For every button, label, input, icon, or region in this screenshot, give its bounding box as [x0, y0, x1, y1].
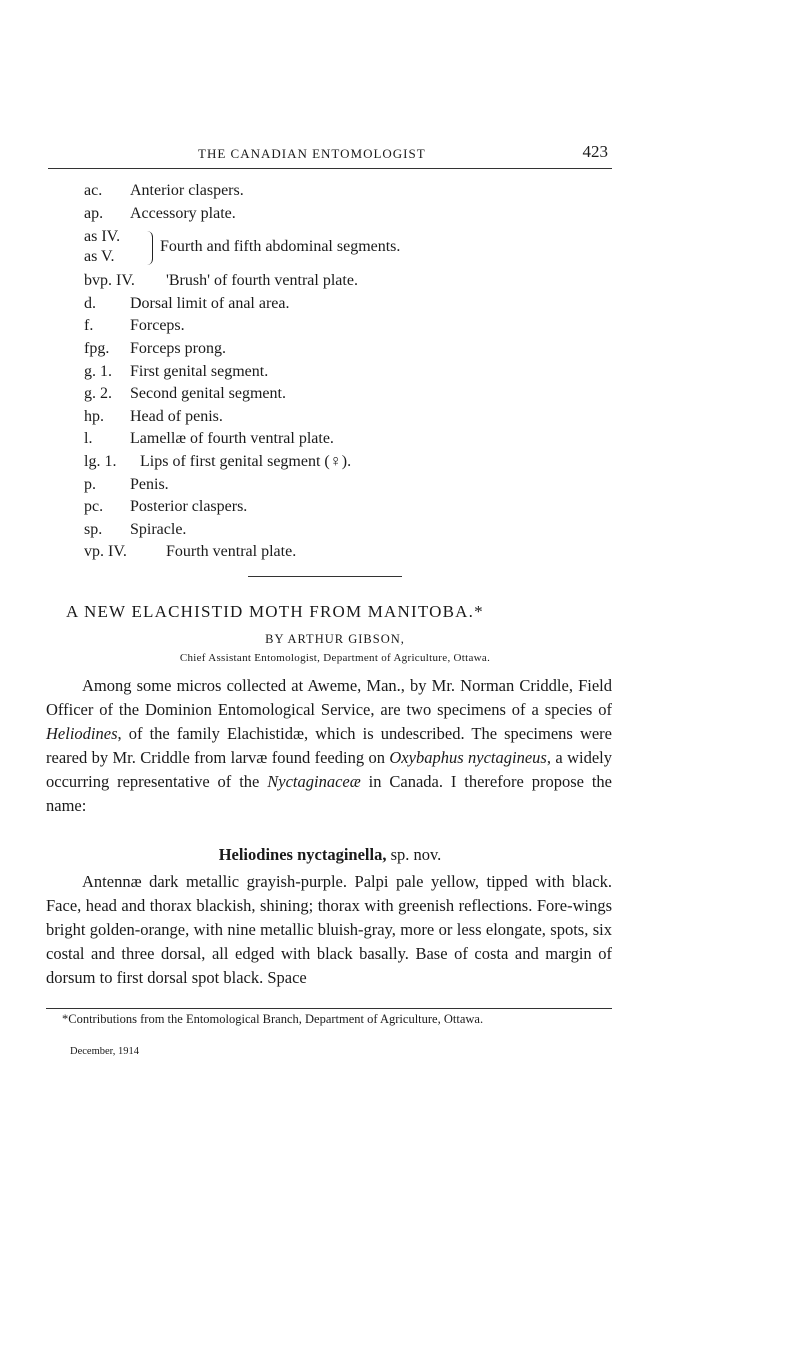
legend-abbr: ac. [84, 182, 103, 199]
legend-desc: Lips of first genital segment (♀). [140, 452, 352, 470]
brace-mark [146, 231, 153, 265]
species-suffix: sp. nov. [386, 845, 442, 864]
legend-desc: Dorsal limit of anal area. [130, 294, 290, 312]
legend-abbr: sp. [84, 520, 103, 538]
legend-desc: Penis. [130, 475, 169, 493]
footnote: *Contributions from the Entomological Branch, Department of Agriculture, Ottawa. [62, 1012, 484, 1026]
legend-item-pc [84, 496, 584, 519]
plant-family-name: Nyctaginaceæ [267, 772, 361, 791]
legend-item-p [84, 474, 584, 497]
species-name: Heliodines nyctaginella, [218, 845, 387, 864]
legend-desc: Lamellæ of fourth ventral plate. [130, 430, 334, 448]
legend-desc: Forceps prong. [130, 339, 226, 357]
legend-abbr: p. [84, 475, 96, 493]
legend-abbr: d. [84, 294, 96, 312]
legend-item-ac [84, 180, 584, 203]
legend-desc: Anterior claspers. [130, 182, 244, 199]
text-run: in Canada. I therefore propose the name: [46, 772, 612, 815]
legend-abbr: vp. IV. [84, 543, 127, 561]
page-number: 423 [582, 142, 608, 161]
legend-desc: Fourth and fifth abdominal segments. [160, 238, 401, 256]
text-run: , a widely occurring representative of the [46, 748, 612, 791]
legend-abbr: ap. [84, 204, 104, 222]
legend-abbr: bvp. IV. [84, 272, 135, 290]
intro-paragraph [46, 674, 612, 818]
legend-desc: 'Brush' of fourth ventral plate. [166, 272, 358, 290]
legend-item-l [84, 428, 584, 451]
legend-desc: Forceps. [130, 317, 185, 335]
legend-item-as [84, 225, 584, 270]
legend-desc: Second genital segment. [130, 385, 286, 403]
legend-desc: Accessory plate. [130, 204, 236, 222]
running-head [48, 142, 612, 164]
legend-abbr: l. [84, 430, 93, 448]
journal-title: THE CANADIAN ENTOMOLOGIST [198, 146, 426, 161]
legend-item-g1 [84, 361, 584, 384]
text-run: Among some micros collected at Aweme, Man., by Mr. Norman Criddle, Field Officer of the Dominion Entomological Service, are two specimens of a species of [46, 676, 612, 719]
legend-item-g2 [84, 383, 584, 406]
legend-abbr: pc. [84, 498, 104, 516]
figure-legend [84, 180, 584, 564]
text-run: , of the family Elachistidæ, which is undescribed. The specimens were reared by Mr. Criddle from larvæ found feeding on [46, 724, 612, 767]
legend-abbr: lg. 1. [84, 452, 117, 470]
legend-item-bvp [84, 270, 584, 293]
legend-item-fpg [84, 338, 584, 361]
description-paragraph: Antennæ dark metallic grayish-purple. Palpi pale yellow, tipped with black. Face, head and thorax blackish, shining; thorax with greenish reflections. Fore-wings bright golden-orange, with nine metallic bluish-gray, more or less elongate, spots, six costal and three dorsal, all edged with black basally. Base of costa and margin of dorsum to first dorsal spot black. Space [46, 872, 612, 987]
legend-abbr: f. [84, 317, 94, 335]
legend-abbr: g. 1. [84, 362, 112, 380]
legend-desc: Posterior claspers. [130, 498, 248, 516]
legend-desc: First genital segment. [130, 362, 269, 380]
article-title: A NEW ELACHISTID MOTH FROM MANITOBA.* [66, 602, 484, 621]
section-separator [248, 576, 402, 577]
author-affiliation: Chief Assistant Entomologist, Department of Agriculture, Ottawa. [179, 652, 491, 664]
genus-name: Heliodines [46, 724, 118, 743]
legend-desc: Head of penis. [130, 407, 223, 425]
footnote-rule [46, 1008, 612, 1009]
legend-abbr: as V. [84, 248, 115, 266]
legend-item-lg1 [84, 451, 584, 474]
legend-abbr: fpg. [84, 339, 110, 357]
legend-item-ap [84, 203, 584, 226]
legend-item-sp [84, 519, 584, 542]
legend-abbr: hp. [84, 407, 104, 425]
legend-item-f [84, 315, 584, 338]
legend-item-d [84, 293, 584, 316]
issue-date: December, 1914 [70, 1046, 139, 1057]
legend-desc: Fourth ventral plate. [166, 543, 297, 561]
legend-desc: Spiracle. [130, 520, 187, 538]
author-byline: BY ARTHUR GIBSON, [265, 632, 405, 646]
species-heading [0, 845, 660, 865]
header-rule [48, 168, 612, 169]
legend-abbr: as IV. [84, 228, 121, 246]
legend-item-vp [84, 541, 584, 564]
legend-item-hp [84, 406, 584, 429]
host-plant-name: Oxybaphus nyctagineus [389, 748, 547, 767]
legend-abbr: g. 2. [84, 385, 112, 403]
